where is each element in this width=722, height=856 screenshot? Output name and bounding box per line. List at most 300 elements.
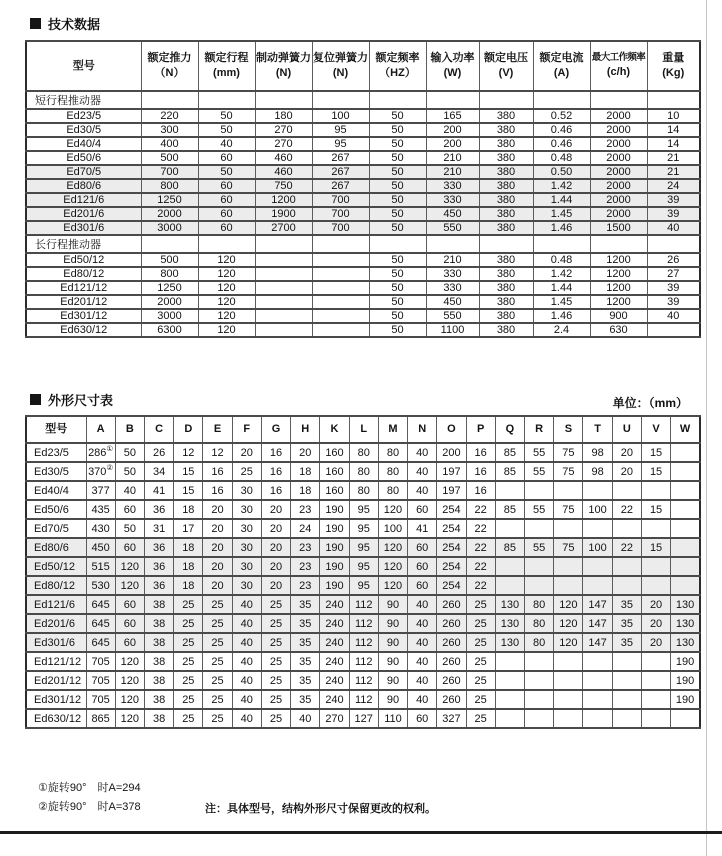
column-header-name: 重量 (662, 52, 685, 65)
table-cell: 50 (369, 179, 426, 193)
table-cell (533, 91, 590, 109)
table-cell: 40 (232, 633, 261, 652)
table-cell (671, 462, 700, 481)
table-cell: 40 (647, 221, 700, 235)
table-cell: 130 (495, 633, 524, 652)
table-cell: 21 (647, 151, 700, 165)
table-cell: 40 (408, 690, 437, 709)
model-cell: Ed50/12 (26, 557, 86, 576)
table-cell: 286① (86, 443, 115, 462)
column-header-name: 额定频率 (375, 52, 420, 65)
table-cell (255, 309, 312, 323)
document-note: 注：具体型号，结构外形尺寸保留更改的权利。 (205, 803, 436, 815)
column-header-name: 复位弹簧力 (313, 52, 368, 65)
table-cell: 23 (291, 538, 320, 557)
table-cell: 120 (198, 295, 255, 309)
table-cell: 270 (320, 709, 349, 728)
table-cell: 85 (495, 443, 524, 462)
table-cell: 450 (426, 295, 479, 309)
table-cell (426, 91, 479, 109)
table-cell: 25 (261, 709, 290, 728)
column-header-name: 额定推力 (147, 52, 192, 65)
table-cell: 327 (437, 709, 466, 728)
table-cell: 20 (203, 576, 232, 595)
table-cell: 18 (291, 462, 320, 481)
table-cell: 35 (612, 633, 641, 652)
table-cell: 2000 (141, 295, 198, 309)
table-cell: 645 (86, 614, 115, 633)
table-cell: 25 (261, 595, 290, 614)
dim-column-header: V (641, 416, 670, 443)
footnote-marker: ② (106, 462, 114, 472)
table-row (26, 295, 700, 309)
table-cell (255, 91, 312, 109)
table-cell: 22 (612, 538, 641, 557)
table-cell: 25 (466, 614, 495, 633)
table-cell (671, 443, 700, 462)
table-cell: 160 (320, 481, 349, 500)
table-cell: 100 (378, 519, 407, 538)
table-row (26, 557, 700, 576)
table-cell (495, 481, 524, 500)
table-cell: 1900 (255, 207, 312, 221)
table-cell: 50 (198, 165, 255, 179)
table-cell (671, 576, 700, 595)
table-cell: 500 (141, 253, 198, 267)
table-cell: 380 (479, 193, 533, 207)
table-cell: 25 (466, 690, 495, 709)
table-cell: 254 (437, 519, 466, 538)
table-cell (671, 538, 700, 557)
table-cell: 254 (437, 557, 466, 576)
dim-column-header: C (144, 416, 173, 443)
table-cell: 60 (408, 576, 437, 595)
table-cell: 2000 (590, 137, 647, 151)
table-cell: 90 (378, 614, 407, 633)
table-cell: 50 (369, 207, 426, 221)
table-cell: 1200 (590, 281, 647, 295)
table-cell (641, 481, 670, 500)
table-cell: 550 (426, 221, 479, 235)
table-cell: 55 (525, 462, 554, 481)
table-cell: 36 (144, 500, 173, 519)
table-row (26, 267, 700, 281)
column-header-unit: （N） (154, 67, 185, 79)
table-cell: 30 (232, 557, 261, 576)
table-cell: 200 (426, 123, 479, 137)
table-cell: 40 (408, 481, 437, 500)
table-row (26, 221, 700, 235)
table-cell (641, 519, 670, 538)
dim-column-header: P (466, 416, 495, 443)
table-cell: 80 (525, 595, 554, 614)
dim-column-header: W (671, 416, 700, 443)
table-cell: 210 (426, 253, 479, 267)
column-header-unit: (N) (332, 67, 349, 79)
table-cell: 80 (349, 481, 378, 500)
table-cell (612, 671, 641, 690)
table-cell (495, 576, 524, 595)
table-cell: 60 (408, 500, 437, 519)
table-cell: 15 (641, 538, 670, 557)
table-cell: 75 (554, 462, 583, 481)
table-cell: 23 (291, 500, 320, 519)
table-cell: 270 (255, 123, 312, 137)
table-cell (612, 519, 641, 538)
table-cell: 630 (590, 323, 647, 337)
table-cell: 550 (426, 309, 479, 323)
table-cell: 120 (198, 323, 255, 337)
table-cell: 38 (144, 709, 173, 728)
table-cell: 40 (232, 690, 261, 709)
model-cell: Ed50/12 (26, 253, 141, 267)
table-cell: 98 (583, 443, 612, 462)
table-cell: 120 (115, 709, 144, 728)
table-cell: 95 (312, 123, 369, 137)
table-cell: 380 (479, 323, 533, 337)
table-cell: 60 (198, 179, 255, 193)
table-cell: 330 (426, 179, 479, 193)
table-cell: 50 (115, 462, 144, 481)
table-cell: 95 (312, 137, 369, 151)
table-cell: 380 (479, 151, 533, 165)
table-cell (312, 295, 369, 309)
dim-column-header: A (86, 416, 115, 443)
table-cell: 25 (261, 671, 290, 690)
tech-column-header (590, 41, 647, 91)
model-cell: Ed121/12 (26, 281, 141, 295)
table-cell: 130 (671, 595, 700, 614)
table-cell: 40 (408, 671, 437, 690)
tech-table-header (26, 41, 700, 91)
table-cell: 15 (174, 462, 203, 481)
table-cell: 120 (115, 671, 144, 690)
table-cell: 120 (378, 538, 407, 557)
tech-column-header (369, 41, 426, 91)
table-cell (369, 91, 426, 109)
table-row (26, 179, 700, 193)
table-cell: 1.46 (533, 309, 590, 323)
table-cell: 40 (408, 614, 437, 633)
table-cell: 55 (525, 500, 554, 519)
table-cell (583, 576, 612, 595)
table-cell: 16 (466, 462, 495, 481)
table-cell (141, 91, 198, 109)
table-cell: 50 (369, 267, 426, 281)
table-cell: 24 (291, 519, 320, 538)
table-cell (641, 709, 670, 728)
table-cell: 25 (466, 633, 495, 652)
table-cell: 160 (320, 443, 349, 462)
table-cell: 25 (174, 652, 203, 671)
table-cell: 20 (261, 557, 290, 576)
table-cell: 80 (349, 462, 378, 481)
table-cell: 130 (495, 614, 524, 633)
table-cell: 23 (291, 576, 320, 595)
table-cell: 400 (141, 137, 198, 151)
table-cell (671, 557, 700, 576)
table-cell (255, 267, 312, 281)
table-cell (525, 709, 554, 728)
table-row (26, 137, 700, 151)
table-cell: 0.46 (533, 123, 590, 137)
table-cell: 300 (141, 123, 198, 137)
table-cell: 50 (369, 221, 426, 235)
table-cell: 20 (641, 595, 670, 614)
model-cell: Ed301/12 (26, 309, 141, 323)
table-cell (312, 309, 369, 323)
table-cell: 330 (426, 281, 479, 295)
table-cell: 39 (647, 207, 700, 221)
table-cell: 450 (426, 207, 479, 221)
table-cell (495, 690, 524, 709)
column-header-unit: (N) (275, 67, 292, 79)
table-cell: 27 (647, 267, 700, 281)
table-cell: 210 (426, 165, 479, 179)
table-cell: 95 (349, 576, 378, 595)
table-cell: 36 (144, 557, 173, 576)
table-cell: 75 (554, 500, 583, 519)
table-cell: 35 (612, 595, 641, 614)
table-cell (641, 576, 670, 595)
table-row (26, 614, 700, 633)
model-cell: Ed201/6 (26, 614, 86, 633)
table-cell: 254 (437, 538, 466, 557)
table-cell: 20 (203, 519, 232, 538)
table-cell: 22 (612, 500, 641, 519)
dim-column-header: H (291, 416, 320, 443)
table-cell: 40 (232, 709, 261, 728)
table-cell: 750 (255, 179, 312, 193)
table-cell: 190 (671, 690, 700, 709)
table-cell: 430 (86, 519, 115, 538)
table-cell (583, 652, 612, 671)
table-row (26, 652, 700, 671)
table-cell: 120 (115, 557, 144, 576)
table-row (26, 690, 700, 709)
table-cell: 18 (174, 576, 203, 595)
table-cell: 30 (232, 576, 261, 595)
model-cell: Ed30/5 (26, 462, 86, 481)
table-cell (525, 576, 554, 595)
table-cell (612, 690, 641, 709)
table-cell: 80 (378, 443, 407, 462)
table-cell: 20 (261, 576, 290, 595)
table-cell: 18 (174, 557, 203, 576)
table-cell: 130 (495, 595, 524, 614)
table-cell: 120 (115, 652, 144, 671)
table-cell: 112 (349, 595, 378, 614)
table-cell: 705 (86, 690, 115, 709)
table-cell: 40 (115, 481, 144, 500)
table-cell: 26 (647, 253, 700, 267)
table-cell: 90 (378, 633, 407, 652)
table-cell (525, 690, 554, 709)
table-cell: 25 (466, 652, 495, 671)
table-cell: 20 (612, 443, 641, 462)
table-cell: 16 (261, 481, 290, 500)
section-label: 短行程推动器 (26, 91, 141, 109)
table-cell (554, 481, 583, 500)
table-cell: 60 (408, 538, 437, 557)
table-cell: 380 (479, 207, 533, 221)
table-row (26, 500, 700, 519)
table-cell: 1200 (590, 295, 647, 309)
table-cell: 35 (291, 671, 320, 690)
table-cell: 240 (320, 690, 349, 709)
table-cell: 200 (437, 443, 466, 462)
table-cell: 50 (115, 519, 144, 538)
model-cell: Ed23/5 (26, 443, 86, 462)
table-cell: 267 (312, 165, 369, 179)
table-cell: 80 (378, 481, 407, 500)
table-cell: 6300 (141, 323, 198, 337)
table-cell: 380 (479, 137, 533, 151)
table-cell: 112 (349, 614, 378, 633)
table-cell (525, 557, 554, 576)
table-cell: 190 (320, 576, 349, 595)
table-cell: 112 (349, 690, 378, 709)
table-cell: 40 (232, 671, 261, 690)
section-header-row (26, 235, 700, 253)
table-cell (141, 235, 198, 253)
table-cell: 50 (369, 137, 426, 151)
model-cell: Ed201/12 (26, 671, 86, 690)
table-cell: 147 (583, 595, 612, 614)
table-cell: 39 (647, 295, 700, 309)
table-cell (671, 481, 700, 500)
table-row (26, 595, 700, 614)
section-header-row (26, 91, 700, 109)
model-cell: Ed40/4 (26, 481, 86, 500)
table-row (26, 576, 700, 595)
dim-header-row (26, 416, 700, 443)
table-cell: 2700 (255, 221, 312, 235)
table-cell: 80 (349, 443, 378, 462)
table-cell: 40 (232, 614, 261, 633)
table-cell: 380 (479, 179, 533, 193)
table-cell (590, 235, 647, 253)
dim-column-header: D (174, 416, 203, 443)
table-cell: 700 (141, 165, 198, 179)
table-cell (590, 91, 647, 109)
table-cell: 20 (291, 443, 320, 462)
section-title-text: 技术数据 (48, 17, 101, 32)
table-cell (583, 671, 612, 690)
tech-column-header (141, 41, 198, 91)
table-cell: 260 (437, 595, 466, 614)
table-cell (583, 690, 612, 709)
table-cell (647, 235, 700, 253)
table-row (26, 462, 700, 481)
table-cell: 120 (378, 557, 407, 576)
column-header-name: 额定行程 (204, 52, 249, 65)
table-cell (641, 652, 670, 671)
table-row (26, 109, 700, 123)
table-cell (525, 671, 554, 690)
model-cell: Ed70/5 (26, 519, 86, 538)
table-cell: 60 (115, 500, 144, 519)
table-cell: 1500 (590, 221, 647, 235)
table-row (26, 151, 700, 165)
table-cell: 75 (554, 538, 583, 557)
table-cell: 38 (144, 690, 173, 709)
tech-column-header (312, 41, 369, 91)
table-cell: 240 (320, 614, 349, 633)
table-cell: 35 (291, 633, 320, 652)
model-cell: Ed630/12 (26, 323, 141, 337)
table-cell: 25 (203, 614, 232, 633)
table-cell: 60 (198, 193, 255, 207)
table-cell: 1.45 (533, 295, 590, 309)
column-header-unit: (W) (443, 67, 462, 79)
table-cell: 35 (291, 614, 320, 633)
table-cell: 380 (479, 267, 533, 281)
tech-table-body (26, 91, 700, 337)
table-cell: 2000 (590, 179, 647, 193)
table-cell: 22 (466, 519, 495, 538)
table-cell (525, 481, 554, 500)
table-cell (554, 576, 583, 595)
table-cell: 110 (378, 709, 407, 728)
table-cell: 25 (261, 652, 290, 671)
table-cell (426, 235, 479, 253)
table-cell (671, 500, 700, 519)
table-cell: 50 (198, 109, 255, 123)
table-cell: 380 (479, 221, 533, 235)
table-cell (554, 519, 583, 538)
table-row (26, 538, 700, 557)
dim-column-header: M (378, 416, 407, 443)
table-cell: 705 (86, 652, 115, 671)
table-cell: 35 (291, 652, 320, 671)
table-cell: 35 (291, 690, 320, 709)
table-cell: 35 (612, 614, 641, 633)
table-cell: 15 (641, 500, 670, 519)
table-cell (495, 709, 524, 728)
table-cell: 21 (647, 165, 700, 179)
table-cell: 240 (320, 595, 349, 614)
table-cell: 800 (141, 267, 198, 281)
page-bottom-rule (0, 831, 722, 834)
model-cell: Ed50/6 (26, 500, 86, 519)
table-cell (554, 709, 583, 728)
table-cell: 3000 (141, 221, 198, 235)
table-cell: 95 (349, 538, 378, 557)
table-cell (479, 235, 533, 253)
table-cell: 0.48 (533, 253, 590, 267)
table-cell: 2.4 (533, 323, 590, 337)
model-cell: Ed40/4 (26, 137, 141, 151)
table-cell: 254 (437, 576, 466, 595)
table-cell (255, 235, 312, 253)
model-cell: Ed80/6 (26, 538, 86, 557)
dim-column-header: T (583, 416, 612, 443)
table-cell: 40 (408, 652, 437, 671)
table-cell: 705 (86, 671, 115, 690)
table-cell: 24 (647, 179, 700, 193)
table-cell: 1200 (255, 193, 312, 207)
table-cell: 25 (174, 709, 203, 728)
model-cell: Ed121/6 (26, 193, 141, 207)
table-cell: 130 (671, 633, 700, 652)
table-cell: 530 (86, 576, 115, 595)
dim-column-header: Q (495, 416, 524, 443)
table-cell (495, 652, 524, 671)
table-cell: 0.48 (533, 151, 590, 165)
table-row (26, 481, 700, 500)
table-cell: 90 (378, 690, 407, 709)
